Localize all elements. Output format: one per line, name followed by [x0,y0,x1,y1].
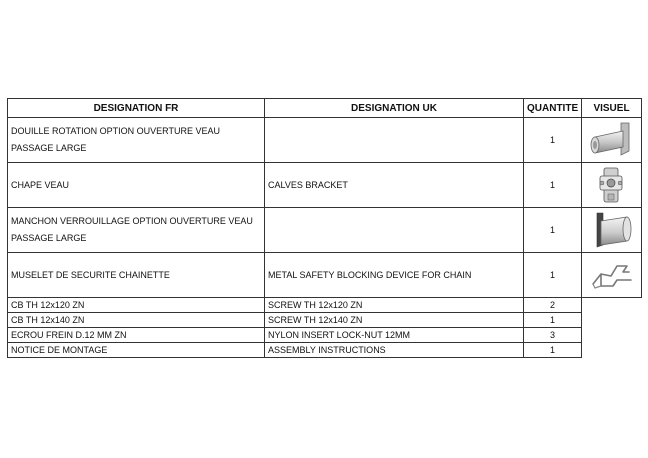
designation-uk-cell: METAL SAFETY BLOCKING DEVICE FOR CHAIN [265,253,524,298]
designation-fr-cell: ECROU FREIN D.12 MM ZN [8,328,265,343]
safety-wire-part-icon [587,254,637,296]
bracket-part-icon [594,164,630,206]
table-row [8,253,642,298]
designation-fr-line: MANCHON VERROUILLAGE OPTION OUVERTURE VEAU [11,216,253,226]
empty-visual-cell [582,328,642,343]
quantity-cell: 1 [524,313,582,328]
locking-sleeve-part-icon [589,209,635,251]
designation-fr-line: PASSAGE LARGE [11,233,87,243]
designation-fr-cell [8,208,265,253]
parts-table [7,98,642,358]
designation-uk-cell [265,208,524,253]
header-visuel: VISUEL [582,99,642,118]
table-row [8,343,642,358]
designation-uk-cell: SCREW TH 12x140 ZN [265,313,524,328]
visual-cell [582,253,642,298]
table-row [8,298,642,313]
designation-fr-line: MUSELET DE SECURITE CHAINETTE [11,269,170,280]
empty-visual-cell [582,343,642,358]
visual-cell [582,208,642,253]
designation-uk-cell: SCREW TH 12x120 ZN [265,298,524,313]
header-row [8,99,642,118]
quantity-cell: 1 [524,208,582,253]
empty-visual-cell [582,298,642,313]
designation-fr-cell [8,118,265,163]
sleeve-part-icon [587,119,637,161]
designation-fr-line: DOUILLE ROTATION OPTION OUVERTURE VEAU [11,126,221,136]
table-row [8,208,642,253]
designation-fr-line: PASSAGE LARGE [11,143,87,153]
quantity-cell: 1 [524,343,582,358]
designation-fr-cell: CB TH 12x120 ZN [8,298,265,313]
empty-visual-cell [582,313,642,328]
quantity-cell: 2 [524,298,582,313]
quantity-cell: 3 [524,328,582,343]
quantity-cell: 1 [524,163,582,208]
visual-cell [582,163,642,208]
designation-fr-cell [8,253,265,298]
designation-fr-cell: CB TH 12x140 ZN [8,313,265,328]
designation-uk-cell [265,118,524,163]
designation-uk-cell: NYLON INSERT LOCK-NUT 12MM [265,328,524,343]
designation-uk-cell: ASSEMBLY INSTRUCTIONS [265,343,524,358]
table-row [8,118,642,163]
header-designation-uk: DESIGNATION UK [265,99,524,118]
table-row [8,328,642,343]
designation-fr-cell [8,163,265,208]
designation-uk-cell: CALVES BRACKET [265,163,524,208]
table-row [8,163,642,208]
designation-fr-line: CHAPE VEAU [11,179,70,190]
designation-fr-cell: NOTICE DE MONTAGE [8,343,265,358]
header-designation-fr: DESIGNATION FR [8,99,265,118]
quantity-cell: 1 [524,118,582,163]
table-row [8,313,642,328]
visual-cell [582,118,642,163]
quantity-cell: 1 [524,253,582,298]
header-quantite: QUANTITE [524,99,582,118]
